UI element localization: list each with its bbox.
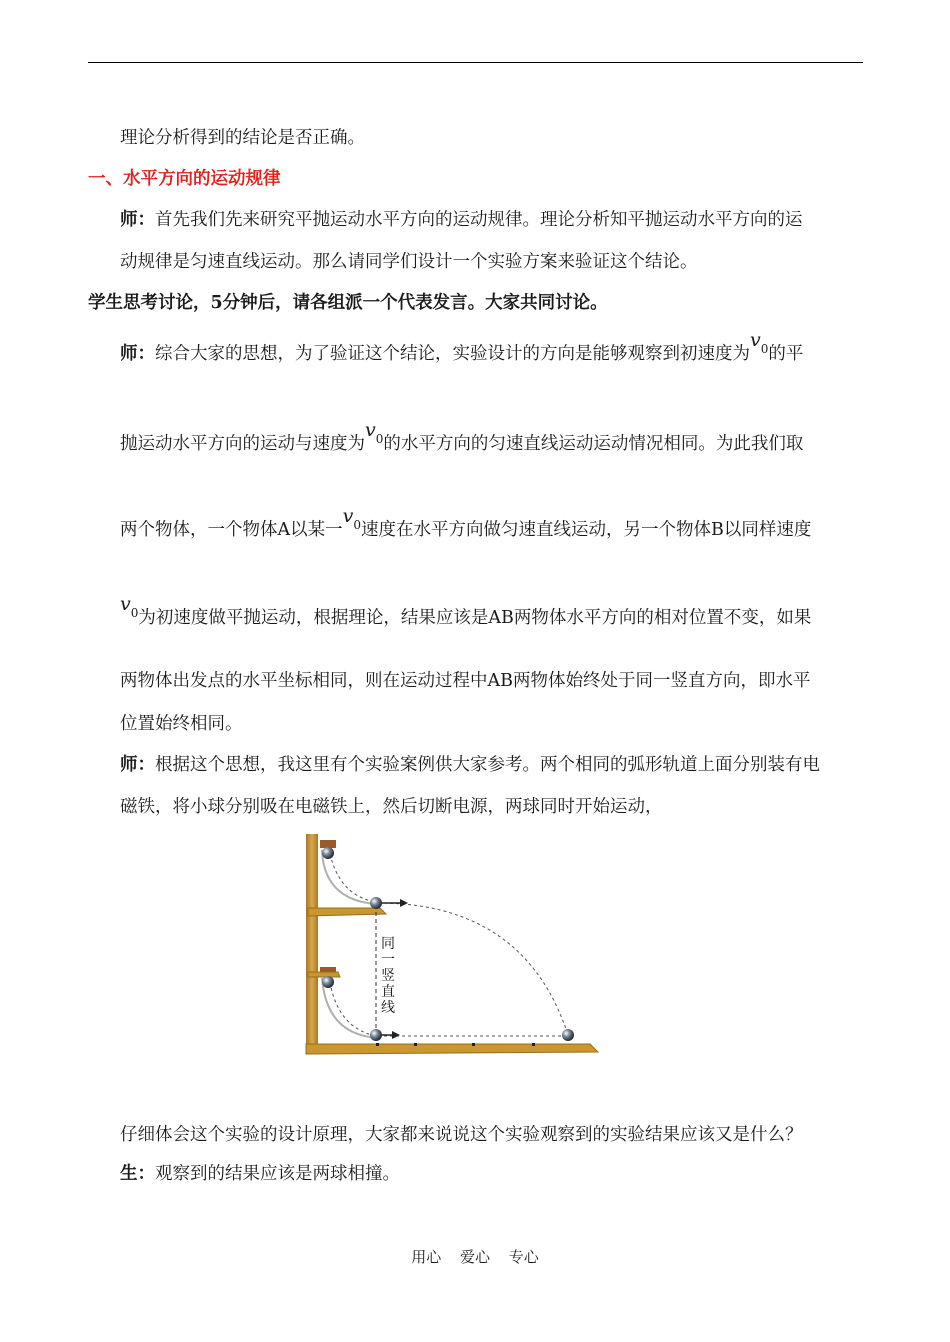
wood-base (306, 1044, 598, 1054)
paragraph-4b-end: 的水平方向的匀速直线运动运动情况相同。为此我们取 (383, 434, 804, 454)
paragraph-5a (120, 753, 820, 777)
ball-bottom-start (322, 976, 334, 988)
v0-symbol: $v^0$ (365, 419, 384, 446)
paragraph-4c-text: 两个物体，一个物体A以某一 (120, 520, 343, 540)
lower-ball-path (330, 982, 376, 1036)
teacher-label: 师： (120, 755, 155, 775)
paragraph-4d (120, 593, 812, 631)
paragraph-4e: 两物体出发点的水平坐标相同，则在运动过程中AB两物体始终处于同一竖直方向，即水平 (120, 671, 811, 691)
paragraph-4f: 位置始终相同。 (120, 714, 243, 734)
paragraph-7 (120, 1162, 400, 1186)
paragraph-4b-text: 抛运动水平方向的运动与速度为 (120, 434, 365, 454)
v0-symbol: $v^0$ (342, 505, 362, 532)
upper-arrow (400, 899, 408, 907)
paragraph-4a-text: 综合大家的思想，为了验证这个结论，实验设计的方向是能够观察到初速度为 (155, 344, 750, 364)
lower-arrow (392, 1031, 400, 1039)
ball-landing (562, 1029, 574, 1041)
student-label: 生： (120, 1164, 155, 1184)
ball-top-start (322, 847, 334, 859)
v0-symbol: $v^0$ (750, 329, 769, 356)
paragraph-4d-text: 为初速度做平抛运动，根据理论，结果应该是AB两物体水平方向的相对位置不变，如果 (138, 608, 812, 628)
header-rule (88, 62, 863, 63)
page-footer: 用心 爱心 专心 (411, 1248, 539, 1266)
paragraph-4c (120, 505, 812, 543)
lower-shelf (308, 972, 340, 977)
v0-symbol: $v^0$ (120, 593, 139, 620)
upper-shelf (308, 908, 386, 916)
paragraph-6: 仔细体会这个实验的设计原理，大家都来说说这个实验观察到的实验结果应该又是什么？ (120, 1125, 803, 1145)
paragraph-1: 理论分析得到的结论是否正确。 (120, 128, 365, 148)
paragraph-5b: 磁铁，将小球分别吸在电磁铁上，然后切断电源，两球同时开始运动， (120, 797, 663, 817)
wood-post (306, 834, 318, 1054)
upper-magnet (320, 840, 336, 848)
paragraph-2a-text: 首先我们先来研究平抛运动水平方向的运动规律。理论分析知平抛运动水平方向的运 (155, 210, 803, 230)
teacher-label: 师： (120, 344, 155, 364)
experiment-figure (300, 832, 600, 1062)
paragraph-4c-end: 速度在水平方向做匀速直线运动，另一个物体B以同样速度 (361, 520, 812, 540)
paragraph-2a (120, 208, 803, 232)
ball-top-launch (370, 897, 382, 909)
section-heading: 一、水平方向的运动规律 (88, 169, 281, 189)
paragraph-4b (120, 419, 804, 457)
paragraph-4a (120, 329, 804, 367)
teacher-label: 师： (120, 210, 155, 230)
paragraph-2b: 动规律是匀速直线运动。那么请同学们设计一个实验方案来验证这个结论。 (120, 252, 698, 272)
projectile-path (384, 903, 568, 1035)
figure-label: 同一竖直线 (381, 936, 395, 1016)
ball-bottom-launch (370, 1029, 382, 1041)
paragraph-5a-text: 根据这个思想，我这里有个实验案例供大家参考。两个相同的弧形轨道上面分别装有电 (155, 755, 820, 775)
paragraph-7-text: 观察到的结果应该是两球相撞。 (155, 1164, 400, 1184)
paragraph-3: 学生思考讨论，5分钟后，请各组派一个代表发言。大家共同讨论。 (88, 293, 608, 313)
paragraph-4a-end: 的平 (768, 344, 804, 364)
upper-ball-path (330, 854, 376, 902)
